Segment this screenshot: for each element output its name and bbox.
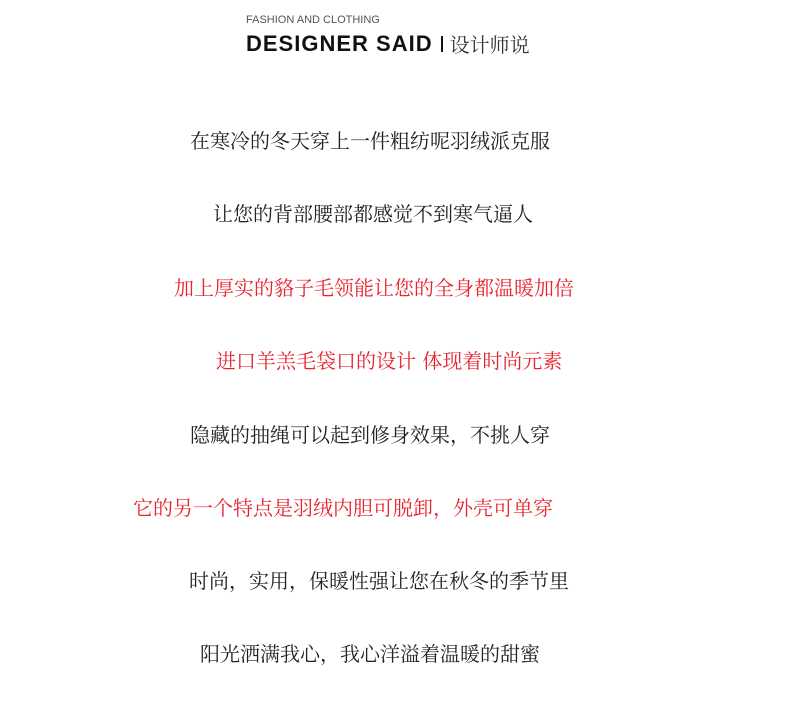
- description-line-4: 进口羊羔毛袋口的设计 体现着时尚元素: [216, 349, 563, 373]
- description-line-2: 让您的背部腰部都感觉不到寒气逼人: [213, 202, 533, 226]
- description-line-6: 它的另一个特点是羽绒内胆可脱卸，外壳可单穿: [133, 496, 553, 520]
- header-title-chinese: 设计师说: [449, 33, 530, 57]
- title-divider: [441, 36, 443, 52]
- description-line-1: 在寒冷的冬天穿上一件粗纺呢羽绒派克服: [190, 129, 550, 153]
- header-subtitle: FASHION AND CLOTHING: [246, 14, 380, 26]
- description-line-5: 隐藏的抽绳可以起到修身效果，不挑人穿: [190, 423, 550, 447]
- header-title-english: DESIGNER SAID: [246, 30, 433, 56]
- description-line-7: 时尚，实用，保暖性强让您在秋冬的季节里: [189, 569, 569, 593]
- header-title-row: [246, 29, 530, 58]
- description-line-8: 阳光洒满我心，我心洋溢着温暖的甜蜜: [200, 642, 540, 666]
- description-line-3: 加上厚实的貉子毛领能让您的全身都温暖加倍: [174, 276, 574, 300]
